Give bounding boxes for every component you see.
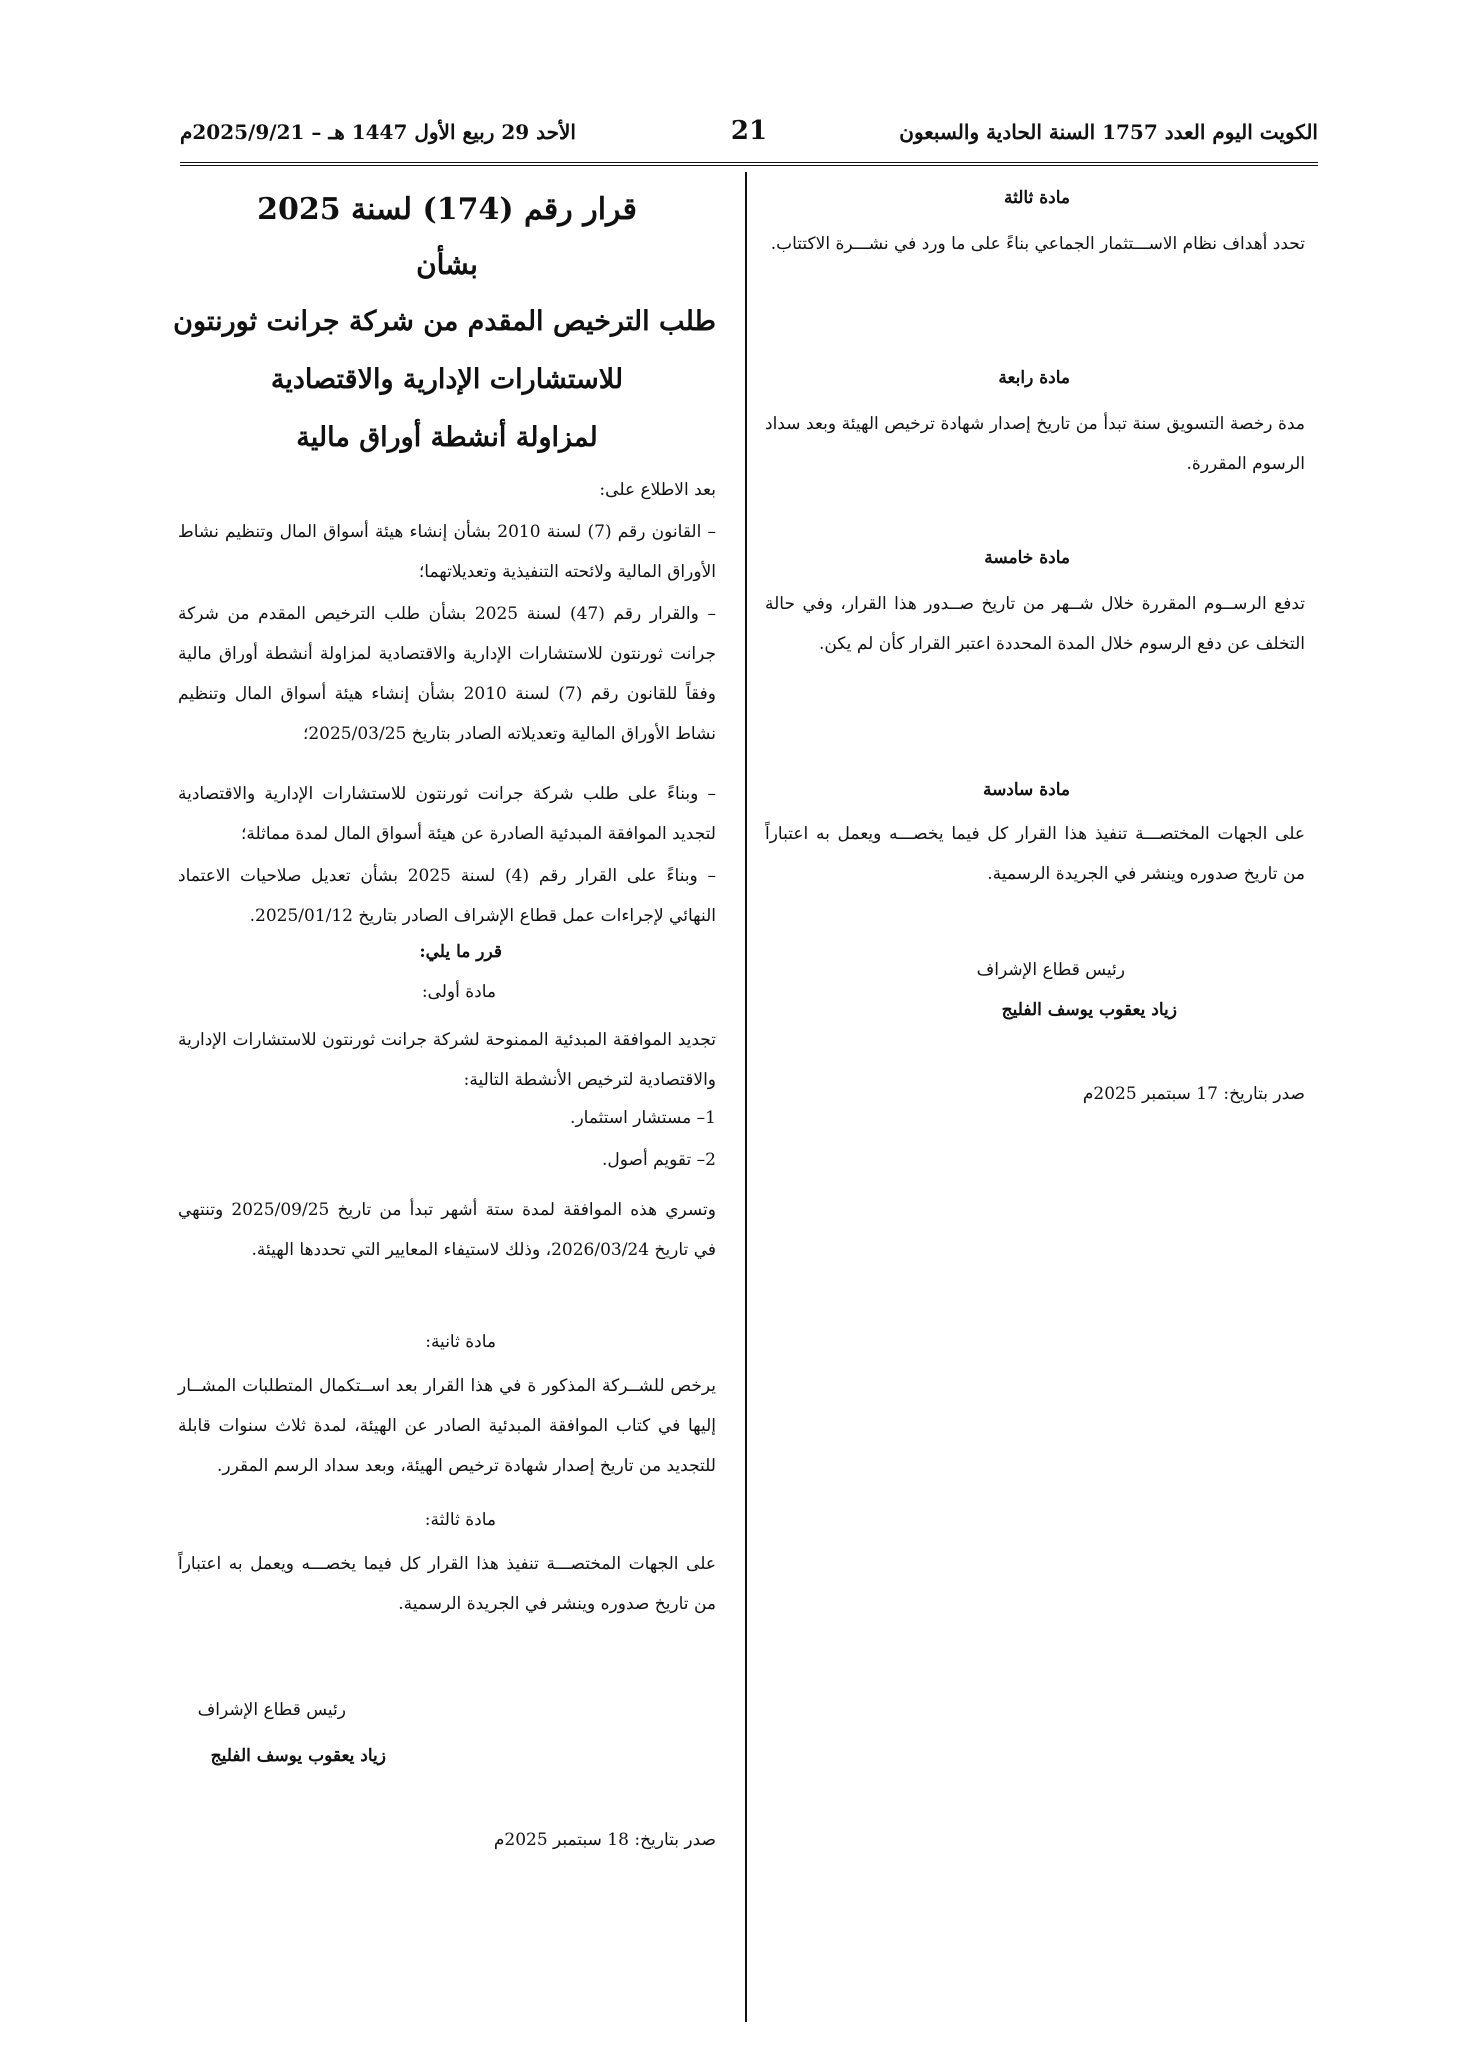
article-4-title: مادة رابعة	[998, 368, 1070, 388]
header-rule	[180, 162, 1318, 166]
decided-heading: قرر ما يلي:	[419, 942, 502, 962]
activity-item-1: 1– مستشار استثمار.	[570, 1108, 716, 1128]
preamble-intro: بعد الاطلاع على:	[599, 480, 716, 500]
decision-regarding: بشأن	[416, 248, 478, 281]
article-1-text: تجديد الموافقة المبدئية الممنوحة لشركة جرانت ثورنتون للاستشارات الإدارية والاقتصادية لترخيص الأنشطة التالية:	[178, 1030, 716, 1090]
article-3-title: مادة ثالثة	[1003, 188, 1070, 208]
gazette-issue-info: الكويت اليوم العدد 1757 السنة الحادية والسبعون	[899, 120, 1318, 144]
preamble-item-2: – والقرار رقم (47) لسنة 2025 بشأن طلب الترخيص المقدم من شركة جرانت ثورنتون للاستشارات الإدارية والاقتصادية لمزاولة أنشطة أوراق مالية وفقاً للقانون رقم (7) لسنة 2010 بشأن إنشاء هيئة أسواق المال وتنظيم نشاط الأوراق المالية وتعديلاته الصادر بتاريخ 2025/03/25؛	[178, 604, 716, 744]
signature-title: رئيس قطاع الإشراف	[976, 960, 1125, 980]
activity-item-2: 2– تقويم أصول.	[602, 1150, 716, 1170]
preamble-item-3: – وبناءً على طلب شركة جرانت ثورنتون للاستشارات الإدارية والاقتصادية لتجديد الموافقة المبدئية الصادرة عن هيئة أسواق المال لمدة مماثلة؛	[178, 784, 716, 844]
left-signature-name: زياد يعقوب يوسف الفليج	[210, 1746, 386, 1766]
preamble-item-4: – وبناءً على القرار رقم (4) لسنة 2025 بشأن تعديل صلاحيات الاعتماد النهائي لإجراءات عمل قطاع الإشراف الصادر بتاريخ 2025/01/12.	[178, 866, 717, 926]
issued-date: صدر بتاريخ: 17 سبتمبر 2025م	[1082, 1084, 1305, 1104]
signature-name: زياد يعقوب يوسف الفليج	[1001, 1000, 1177, 1020]
article-5-text: تدفع الرســوم المقررة خلال شــهر من تاريخ صــدور هذا القرار، وفي حالة التخلف عن دفع الرسوم خلال المدة المحددة اعتبر القرار كأن لم يكن.	[765, 594, 1305, 654]
article-4-text: مدة رخصة التسويق سنة تبدأ من تاريخ إصدار شهادة ترخيص الهيئة وبعد سداد الرسوم المقررة.	[765, 414, 1305, 474]
article-3-text: تحدد أهداف نظام الاســـتثمار الجماعي بناءً على ما ورد في نشـــرة الاكتتاب.	[770, 234, 1305, 254]
article-3-left-text: على الجهات المختصـــة تنفيذ هذا القرار كل فيما يخصـــه ويعمل به اعتباراً من تاريخ صدوره وينشر في الجريدة الرسمية.	[178, 1554, 716, 1614]
decision-subject-line-1: طلب الترخيص المقدم من شركة جرانت ثورنتون	[173, 306, 716, 337]
page-header	[180, 116, 1318, 156]
preamble-item-1: – القانون رقم (7) لسنة 2010 بشأن إنشاء هيئة أسواق المال وتنظيم نشاط الأوراق المالية ولائحته التنفيذية وتعديلاتهما؛	[178, 522, 717, 582]
left-signature-title: رئيس قطاع الإشراف	[197, 1700, 346, 1720]
article-1-title: مادة أولى:	[421, 982, 496, 1002]
page-number: 21	[730, 116, 768, 146]
decision-title: قرار رقم (174) لسنة 2025	[257, 192, 637, 227]
left-issued-date: صدر بتاريخ: 18 سبتمبر 2025م	[493, 1830, 716, 1850]
article-2-text: يرخص للشــركة المذكور ة في هذا القرار بعد اســتكمال المتطلبات المشــار إليها في كتاب الموافقة المبدئية الصادر عن الهيئة، لمدة ثلاث سنوات قابلة للتجديد من تاريخ إصدار شهادة ترخيص الهيئة، وبعد سداد الرسم المقرر.	[178, 1376, 716, 1476]
article-5-title: مادة خامسة	[984, 548, 1070, 568]
validity-text: وتسري هذه الموافقة لمدة ستة أشهر تبدأ من تاريخ 2025/09/25 وتنتهي في تاريخ 2026/03/24، وذلك لاستيفاء المعايير التي تحددها الهيئة.	[178, 1200, 716, 1260]
column-divider	[745, 172, 747, 2022]
decision-subject-line-3: لمزاولة أنشطة أوراق مالية	[296, 422, 598, 453]
decision-subject-line-2: للاستشارات الإدارية والاقتصادية	[270, 364, 624, 395]
issue-date: الأحد 29 ربيع الأول 1447 هـ – 2025/9/21م	[180, 120, 576, 144]
article-2-title: مادة ثانية:	[425, 1332, 496, 1352]
article-6-title: مادة سادسة	[982, 780, 1070, 800]
article-3-left-title: مادة ثالثة:	[424, 1510, 496, 1530]
article-6-text: على الجهات المختصـــة تنفيذ هذا القرار كل فيما يخصـــه ويعمل به اعتباراً من تاريخ صدوره وينشر في الجريدة الرسمية.	[765, 824, 1305, 884]
